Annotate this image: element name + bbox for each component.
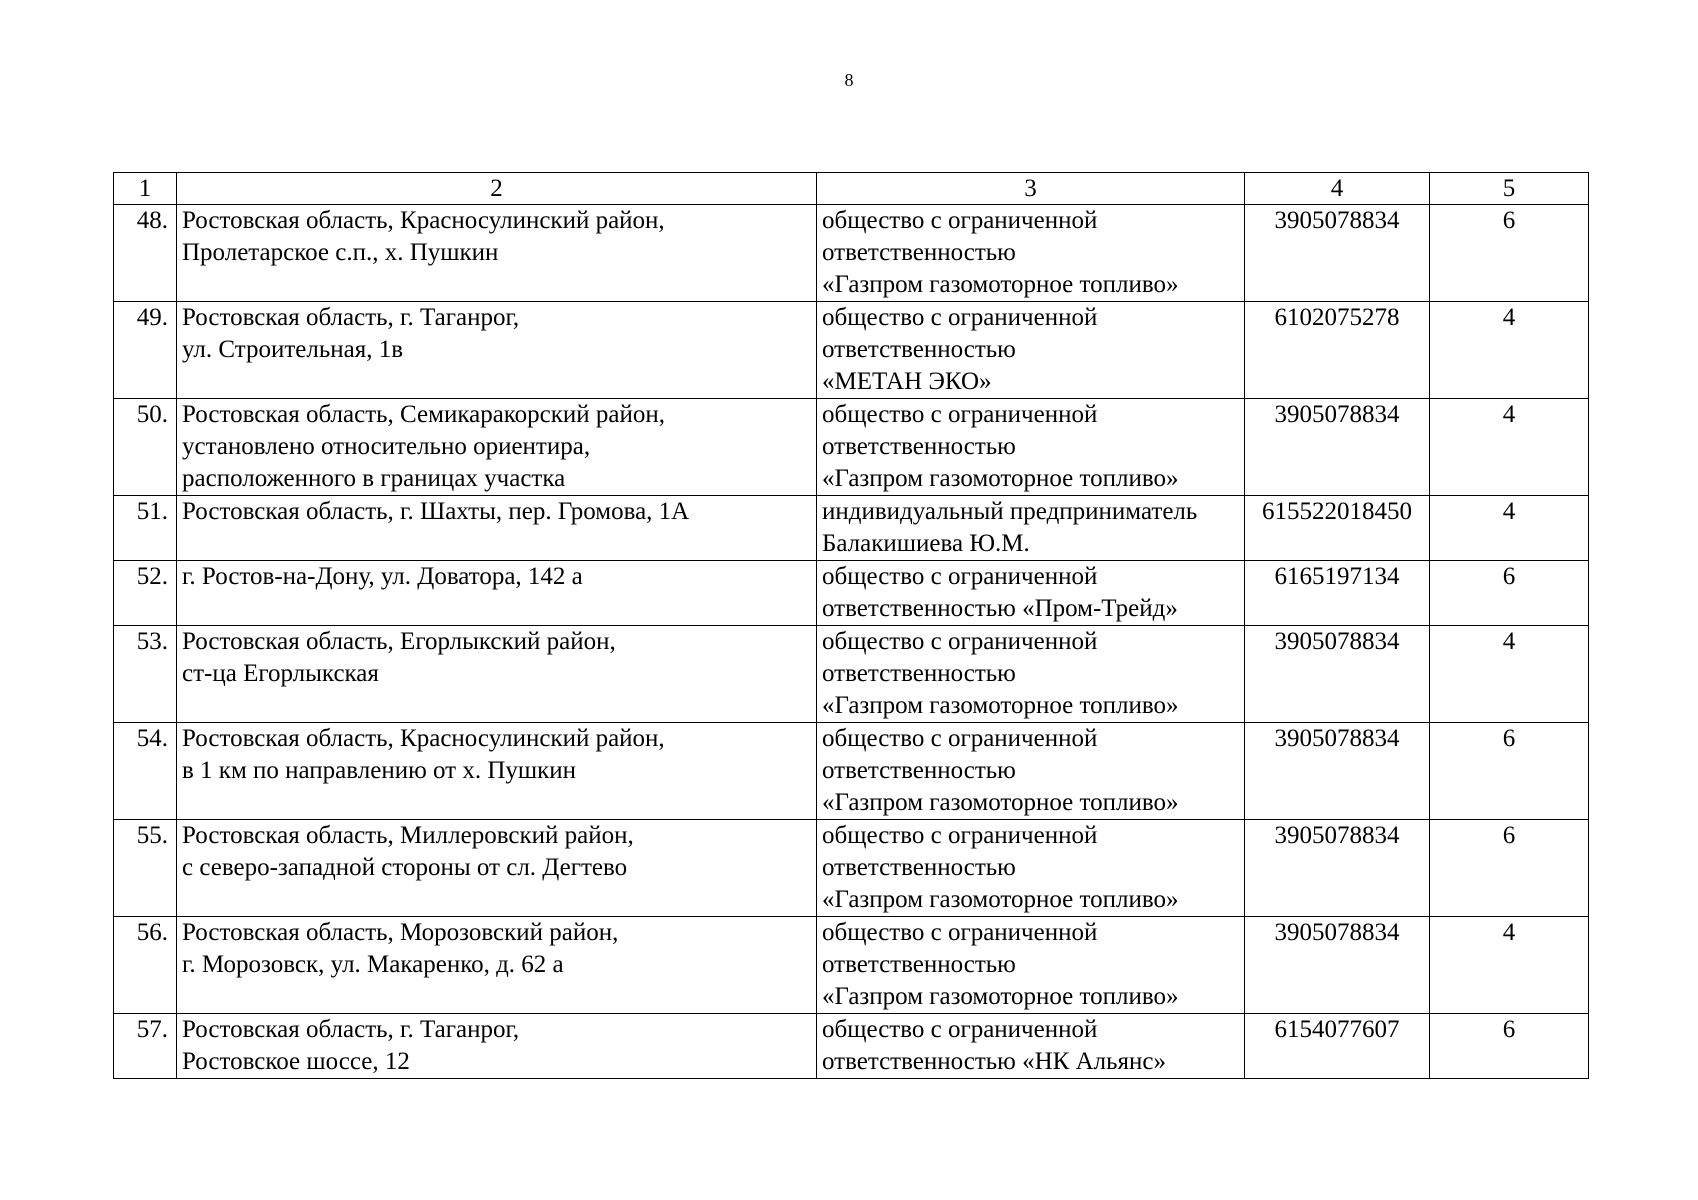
page-number: 8 — [844, 70, 854, 90]
address-line: Ростовская область, Миллеровский район, — [182, 822, 634, 849]
organization-line: ответственностью «Пром-Трейд» — [822, 595, 1178, 622]
address-cell — [177, 205, 817, 302]
value-cell: 4 — [1430, 496, 1589, 561]
address-line: Ростовская область, Семикаракорский район, — [182, 401, 666, 428]
address-line: установлено относительно ориентира, — [182, 433, 591, 460]
organization-line: общество с ограниченной — [822, 401, 1098, 428]
address-cell — [177, 820, 817, 917]
table-row — [114, 626, 1589, 723]
organization-line: общество с ограниченной — [822, 1016, 1098, 1043]
address-cell — [177, 496, 817, 561]
address-line: Ростовская область, г. Таганрог, — [182, 304, 520, 331]
address-line: расположенного в границах участка — [182, 465, 566, 492]
organization-cell — [817, 561, 1245, 626]
organization-line: общество с ограниченной — [822, 725, 1098, 752]
address-line: г. Ростов-на-Дону, ул. Доватора, 142 а — [182, 563, 583, 590]
address-cell — [177, 302, 817, 399]
organization-cell — [817, 723, 1245, 820]
organization-cell — [817, 399, 1245, 496]
inn-cell: 615522018450 — [1245, 496, 1430, 561]
value-cell: 4 — [1430, 626, 1589, 723]
organization-cell — [817, 820, 1245, 917]
address-cell — [177, 1014, 817, 1079]
address-line: Ростовская область, г. Шахты, пер. Громова, 1А — [182, 498, 690, 525]
column-header-2: 2 — [177, 173, 817, 205]
value-cell: 4 — [1430, 399, 1589, 496]
table-row — [114, 1014, 1589, 1079]
organization-cell — [817, 1014, 1245, 1079]
address-line: Ростовская область, Морозовский район, — [182, 919, 619, 946]
table-row — [114, 496, 1589, 561]
value-cell: 4 — [1430, 917, 1589, 1014]
table-row — [114, 820, 1589, 917]
organization-line: «Газпром газомоторное топливо» — [822, 465, 1179, 492]
inn-cell: 3905078834 — [1245, 917, 1430, 1014]
row-number-cell: 50. — [114, 399, 177, 496]
organization-line: ответственностью «НК Альянс» — [822, 1048, 1166, 1075]
value-cell: 6 — [1430, 205, 1589, 302]
row-number-cell: 56. — [114, 917, 177, 1014]
address-line: Ростовская область, Красносулинский район, — [182, 207, 665, 234]
value-cell: 6 — [1430, 1014, 1589, 1079]
table-row — [114, 723, 1589, 820]
inn-cell: 3905078834 — [1245, 626, 1430, 723]
address-line: Пролетарское с.п., х. Пушкин — [182, 239, 499, 266]
row-number-cell: 55. — [114, 820, 177, 917]
column-header-4: 4 — [1245, 173, 1430, 205]
value-cell: 4 — [1430, 302, 1589, 399]
organization-cell — [817, 302, 1245, 399]
organization-line: ответственностью — [822, 757, 1016, 784]
address-cell — [177, 917, 817, 1014]
address-line: Ростовская область, г. Таганрог, — [182, 1016, 520, 1043]
column-header-5: 5 — [1430, 173, 1589, 205]
organization-cell — [817, 496, 1245, 561]
value-cell: 6 — [1430, 820, 1589, 917]
organization-line: ответственностью — [822, 854, 1016, 881]
address-cell — [177, 561, 817, 626]
row-number-cell: 54. — [114, 723, 177, 820]
row-number-cell: 53. — [114, 626, 177, 723]
organization-line: Балакишиева Ю.М. — [822, 530, 1030, 557]
address-line: ул. Строительная, 1в — [182, 336, 404, 363]
column-header-1: 1 — [114, 173, 177, 205]
row-number-cell: 48. — [114, 205, 177, 302]
organization-line: «Газпром газомоторное топливо» — [822, 271, 1179, 298]
address-line: ст-ца Егорлыкская — [182, 660, 379, 687]
organization-line: ответственностью — [822, 336, 1016, 363]
organization-line: «МЕТАН ЭКО» — [822, 368, 992, 395]
table-row — [114, 561, 1589, 626]
address-line: в 1 км по направлению от х. Пушкин — [182, 757, 577, 784]
address-line: с северо-западной стороны от сл. Дегтево — [182, 854, 628, 881]
table-row — [114, 302, 1589, 399]
organization-line: ответственностью — [822, 951, 1016, 978]
inn-cell: 6154077607 — [1245, 1014, 1430, 1079]
value-cell: 6 — [1430, 561, 1589, 626]
organization-line: «Газпром газомоторное топливо» — [822, 692, 1179, 719]
table-body — [114, 205, 1589, 1079]
organization-line: общество с ограниченной — [822, 919, 1098, 946]
organization-cell — [817, 917, 1245, 1014]
organization-line: ответственностью — [822, 433, 1016, 460]
inn-cell: 3905078834 — [1245, 399, 1430, 496]
inn-cell: 3905078834 — [1245, 723, 1430, 820]
inn-cell: 3905078834 — [1245, 820, 1430, 917]
organization-line: общество с ограниченной — [822, 563, 1098, 590]
table-row — [114, 205, 1589, 302]
value-cell: 6 — [1430, 723, 1589, 820]
organization-line: ответственностью — [822, 239, 1016, 266]
table-header-row — [114, 173, 1589, 205]
row-number-cell: 51. — [114, 496, 177, 561]
address-line: Ростовская область, Егорлыкский район, — [182, 628, 616, 655]
organization-cell — [817, 626, 1245, 723]
organization-line: общество с ограниченной — [822, 207, 1098, 234]
organization-line: «Газпром газомоторное топливо» — [822, 983, 1179, 1010]
address-cell — [177, 626, 817, 723]
address-cell — [177, 399, 817, 496]
organization-line: общество с ограниченной — [822, 822, 1098, 849]
inn-cell: 3905078834 — [1245, 205, 1430, 302]
table-row — [114, 917, 1589, 1014]
address-line: г. Морозовск, ул. Макаренко, д. 62 а — [182, 951, 564, 978]
organization-line: общество с ограниченной — [822, 628, 1098, 655]
organization-line: «Газпром газомоторное топливо» — [822, 886, 1179, 913]
registry-table — [113, 172, 1589, 1079]
address-line: Ростовская область, Красносулинский район, — [182, 725, 665, 752]
organization-line: общество с ограниченной — [822, 304, 1098, 331]
address-line: Ростовское шоссе, 12 — [182, 1048, 410, 1075]
organization-cell — [817, 205, 1245, 302]
organization-line: «Газпром газомоторное топливо» — [822, 789, 1179, 816]
column-header-3: 3 — [817, 173, 1245, 205]
inn-cell: 6165197134 — [1245, 561, 1430, 626]
table-row — [114, 399, 1589, 496]
row-number-cell: 57. — [114, 1014, 177, 1079]
row-number-cell: 49. — [114, 302, 177, 399]
organization-line: ответственностью — [822, 660, 1016, 687]
address-cell — [177, 723, 817, 820]
row-number-cell: 52. — [114, 561, 177, 626]
organization-line: индивидуальный предприниматель — [822, 498, 1198, 525]
inn-cell: 6102075278 — [1245, 302, 1430, 399]
